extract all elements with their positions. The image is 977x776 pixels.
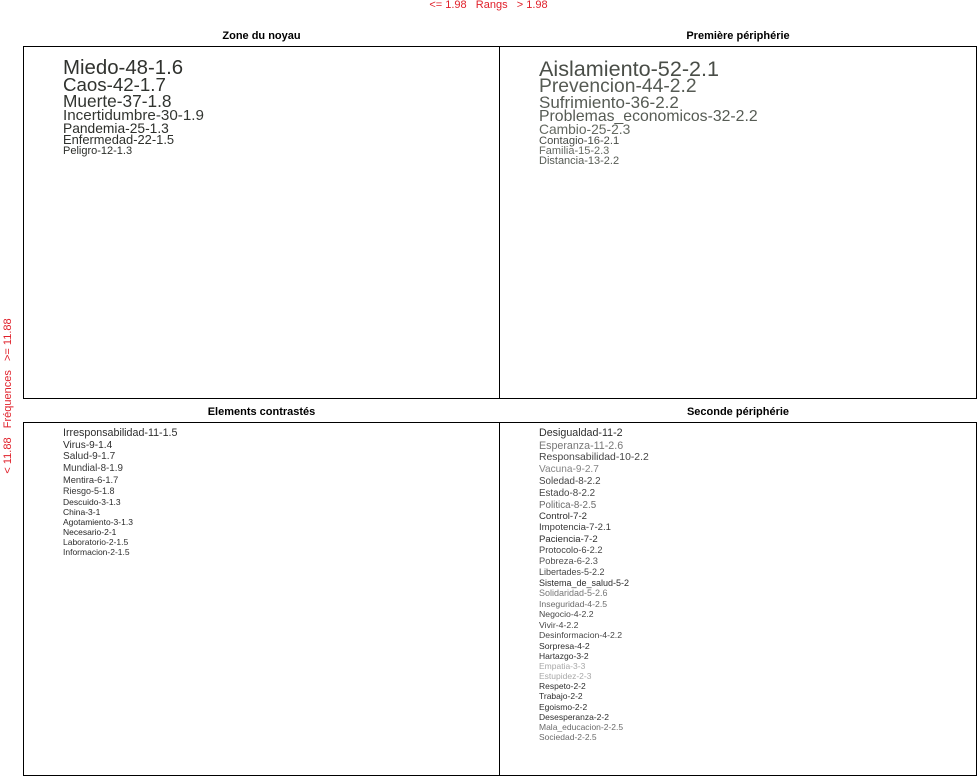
- quadrant-title-contrasted-elements: Elements contrastés: [207, 406, 316, 418]
- term-label: Peligro-12-1.3: [63, 144, 133, 157]
- term-label: Desinformacion-4-2.2: [539, 630, 623, 641]
- term-label: Responsabilidad-10-2.2: [539, 452, 649, 464]
- term-label: Miedo-48-1.6: [63, 57, 184, 79]
- term-label: Sociedad-2-2.5: [539, 731, 597, 742]
- term-label: Egoismo-2-2: [539, 701, 588, 712]
- term-label: Protocolo-6-2.2: [539, 545, 603, 556]
- quadrant-title-core-zone: Zone du noyau: [222, 30, 301, 42]
- term-label: Agotamiento-3-1.3: [63, 516, 133, 527]
- term-label: Pandemia-25-1.3: [63, 120, 169, 136]
- term-label: Riesgo-5-1.8: [63, 486, 115, 497]
- term-label: Estupidez-2-3: [539, 671, 592, 682]
- term-label: Sorpresa-4-2: [539, 640, 590, 651]
- term-label: Empatia-3-3: [539, 661, 586, 672]
- term-label: Negocio-4-2.2: [539, 609, 594, 620]
- term-label: Respeto-2-2: [539, 681, 586, 692]
- term-label: Mentira-6-1.7: [63, 475, 119, 486]
- term-label: Solidaridad-5-2.6: [539, 588, 608, 599]
- term-label: Familia-15-2.3: [539, 144, 610, 157]
- term-label: Enfermedad-22-1.5: [63, 131, 175, 147]
- term-label: Paciencia-7-2: [539, 533, 598, 545]
- quadrant-first-periphery: [499, 46, 977, 399]
- term-label: Irresponsabilidad-11-1.5: [63, 427, 178, 439]
- term-label: Problemas_economicos-32-2.2: [539, 108, 758, 126]
- term-label: Caos-42-1.7: [63, 74, 166, 96]
- term-label: Trabajo-2-2: [539, 691, 583, 702]
- term-label: Impotencia-7-2.1: [539, 522, 611, 534]
- term-label: Estado-8-2.2: [539, 487, 596, 499]
- rank-axis-label: <= 1.98 Rangs > 1.98: [429, 0, 548, 11]
- term-label: Pobreza-6-2.3: [539, 556, 598, 567]
- quadrant-contrasted-elements: [23, 422, 500, 776]
- quadrant-title-second-periphery: Seconde périphérie: [686, 406, 790, 418]
- term-label: Incertidumbre-30-1.9: [63, 106, 204, 124]
- term-label: Sufrimiento-36-2.2: [539, 93, 679, 113]
- term-label: Desesperanza-2-2: [539, 711, 609, 722]
- term-label: Politica-8-2.5: [539, 499, 597, 511]
- term-label: Cambio-25-2.3: [539, 122, 631, 138]
- term-label: Informacion-2-1.5: [63, 547, 130, 558]
- term-label: Libertades-5-2.2: [539, 567, 605, 578]
- frequency-axis-label: < 11.88 Fréquences >= 11.88: [2, 318, 14, 474]
- term-label: Control-7-2: [539, 511, 587, 523]
- term-label: Mundial-8-1.9: [63, 463, 123, 475]
- term-label: Inseguridad-4-2.5: [539, 599, 608, 610]
- term-label: Laboratorio-2-1.5: [63, 537, 129, 548]
- term-label: Vivir-4-2.2: [539, 619, 579, 630]
- term-label: China-3-1: [63, 506, 101, 517]
- term-label: Aislamiento-52-2.1: [539, 56, 720, 81]
- term-label: Salud-9-1.7: [63, 451, 116, 463]
- term-label: Hartazgo-3-2: [539, 650, 589, 661]
- quadrant-second-periphery: [499, 422, 977, 776]
- term-label: Necesario-2-1: [63, 527, 117, 538]
- term-label: Descuido-3-1.3: [63, 496, 121, 507]
- term-label: Mala_educacion-2-2.5: [539, 721, 624, 732]
- term-label: Desigualdad-11-2: [539, 427, 623, 439]
- term-label: Muerte-37-1.8: [63, 90, 172, 111]
- term-label: Prevencion-44-2.2: [539, 76, 697, 98]
- term-label: Virus-9-1.4: [63, 439, 113, 451]
- quadrant-core-zone: [23, 46, 500, 399]
- term-label: Soledad-8-2.2: [539, 476, 601, 488]
- term-label: Sistema_de_salud-5-2: [539, 577, 630, 588]
- term-label: Esperanza-11-2.6: [539, 439, 624, 452]
- quadrant-title-first-periphery: Première périphérie: [686, 30, 790, 42]
- term-label: Vacuna-9-2.7: [539, 464, 599, 476]
- term-label: Distancia-13-2.2: [539, 154, 620, 167]
- term-label: Contagio-16-2.1: [539, 134, 620, 147]
